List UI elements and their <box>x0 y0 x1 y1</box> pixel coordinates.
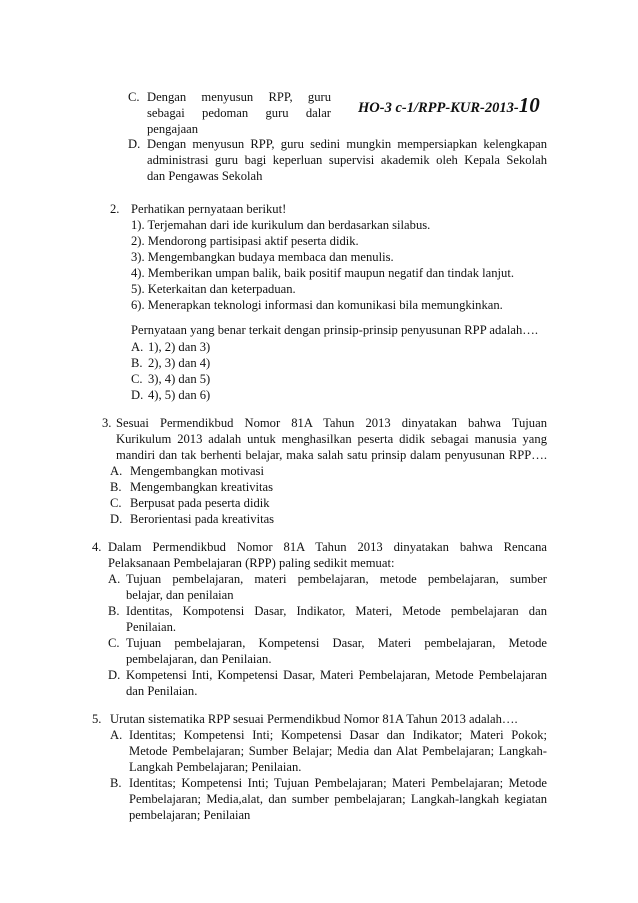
statement: 5). Keterkaitan dan keterpaduan. <box>131 282 296 296</box>
option-text-line: pembelajaran, dan Penilaian. <box>126 652 272 666</box>
option-text-line: Identitas; Kompetensi Inti; Kompetensi Dasar dan Indikator; Materi Pokok; <box>129 728 547 742</box>
question-stem: Perhatikan pernyataan berikut! <box>131 202 287 216</box>
option-text: Mengembangkan motivasi <box>130 464 264 478</box>
option-marker: A. <box>110 728 123 742</box>
question-text-line: Dalam Permendikbud Nomor 81A Tahun 2013 dinyatakan bahwa Rencana <box>108 540 547 554</box>
option-marker: D. <box>108 668 121 682</box>
option-marker: C. <box>110 496 122 510</box>
option-c <box>131 372 210 387</box>
page-number: 10 <box>518 93 540 117</box>
question-text-line: Kurikulum 2013 adalah untuk menghasilkan peserta didik sebagai manusia yang <box>116 432 547 446</box>
option-text-line: Identitas; Kompetensi Inti; Tujuan Pembelajaran; Materi Pembelajaran; Metode <box>129 776 547 790</box>
option-marker: D. <box>110 512 123 526</box>
option-marker: D. <box>131 388 144 402</box>
option-marker: A. <box>110 464 123 478</box>
option-marker: A. <box>108 572 121 586</box>
statement: 1). Terjemahan dari ide kurikulum dan berdasarkan silabus. <box>131 218 431 232</box>
question-text-line: Sesuai Permendikbud Nomor 81A Tahun 2013 dinyatakan bahwa Tujuan <box>116 416 547 430</box>
option-text-line: belajar, dan penilaian <box>126 588 234 602</box>
option-text-line: Pembelajaran; Media,alat, dan sumber pembelajaran; Langkah-langkah kegiatan <box>129 792 547 806</box>
question-stem: Urutan sistematika RPP sesuai Permendikbud Nomor 81A Tahun 2013 adalah…. <box>110 712 518 726</box>
question-number: 3. <box>102 416 112 430</box>
option-text-line: Identitas, Kompotensi Dasar, Indikator, Materi, Metode pembelajaran dan <box>126 604 547 618</box>
option-b <box>131 356 210 371</box>
option-a <box>131 340 210 355</box>
option-text-line: Dengan menyusun RPP, guru <box>147 90 331 104</box>
option-text-line: administrasi guru bagi keperluan supervisi akademik oleh Kepala Sekolah <box>147 153 547 167</box>
option-b <box>110 480 273 495</box>
option-marker: C. <box>108 636 120 650</box>
statement: 6). Menerapkan teknologi informasi dan komunikasi bila memungkinkan. <box>131 298 503 312</box>
document-code-header <box>358 93 540 117</box>
option-text-line: Penilaian. <box>126 620 177 634</box>
option-text-line: Kompetensi Inti, Kompetensi Dasar, Materi Pembelajaran, Metode Pembelajaran <box>126 668 547 682</box>
option-text: 1), 2) dan 3) <box>148 340 211 354</box>
document-code: HO-3 c-1/RPP-KUR-2013- <box>358 100 519 116</box>
option-text: 2), 3) dan 4) <box>148 356 211 370</box>
option-text-line: Langkah Pembelajaran; Penilaian. <box>129 760 302 774</box>
option-marker: D. <box>128 137 141 151</box>
option-text: Mengembangkan kreativitas <box>130 480 274 494</box>
option-marker: B. <box>131 356 143 370</box>
option-text-line: pembelajaran; Penilaian <box>129 808 251 822</box>
statement: 4). Memberikan umpan balik, baik positif maupun negatif dan tindak lanjut. <box>131 266 514 280</box>
option-a <box>110 464 264 479</box>
option-d <box>131 388 210 403</box>
option-text: 4), 5) dan 6) <box>148 388 211 402</box>
question-number: 4. <box>92 540 102 554</box>
option-marker: B. <box>110 776 122 790</box>
question-text: Pernyataan yang benar terkait dengan prinsip-prinsip penyusunan RPP adalah…. <box>131 323 538 337</box>
option-c <box>110 496 270 511</box>
question-text-line: mandiri dan tak berhenti belajar, maka salah satu prinsip dalam penyusunan RPP…. <box>116 448 547 462</box>
statement: 2). Mendorong partisipasi aktif peserta didik. <box>131 234 359 248</box>
option-text: 3), 4) dan 5) <box>148 372 211 386</box>
option-d <box>110 512 274 527</box>
statement: 3). Mengembangkan budaya membaca dan menulis. <box>131 250 394 264</box>
option-marker: C. <box>128 90 140 104</box>
option-text-line: sebagai pedoman guru dalar <box>147 106 331 120</box>
option-text-line: Metode Pembelajaran; Sumber Belajar; Media dan Alat Pembelajaran; Langkah- <box>129 744 547 758</box>
question-text-line: Pelaksanaan Pembelajaran (RPP) paling sedikit memuat: <box>108 556 395 570</box>
option-text-line: Tujuan pembelajaran, materi pembelajaran, metode pembelajaran, sumber <box>126 572 547 586</box>
option-text-line: Tujuan pembelajaran, Kompetensi Dasar, Materi pembelajaran, Metode <box>126 636 547 650</box>
option-marker: A. <box>131 340 144 354</box>
question-number: 5. <box>92 712 102 726</box>
option-marker: C. <box>131 372 143 386</box>
option-text-line: Dengan menyusun RPP, guru sedini mungkin mempersiapkan kelengkapan <box>147 137 547 151</box>
option-marker: B. <box>108 604 120 618</box>
option-text: Berorientasi pada kreativitas <box>130 512 275 526</box>
option-text-line: dan Penilaian. <box>126 684 198 698</box>
option-text: Berpusat pada peserta didik <box>130 496 270 510</box>
option-marker: B. <box>110 480 122 494</box>
question-number: 2. <box>110 202 120 216</box>
option-text-line: pengajaan <box>147 122 199 136</box>
option-text-line: dan Pengawas Sekolah <box>147 169 263 183</box>
